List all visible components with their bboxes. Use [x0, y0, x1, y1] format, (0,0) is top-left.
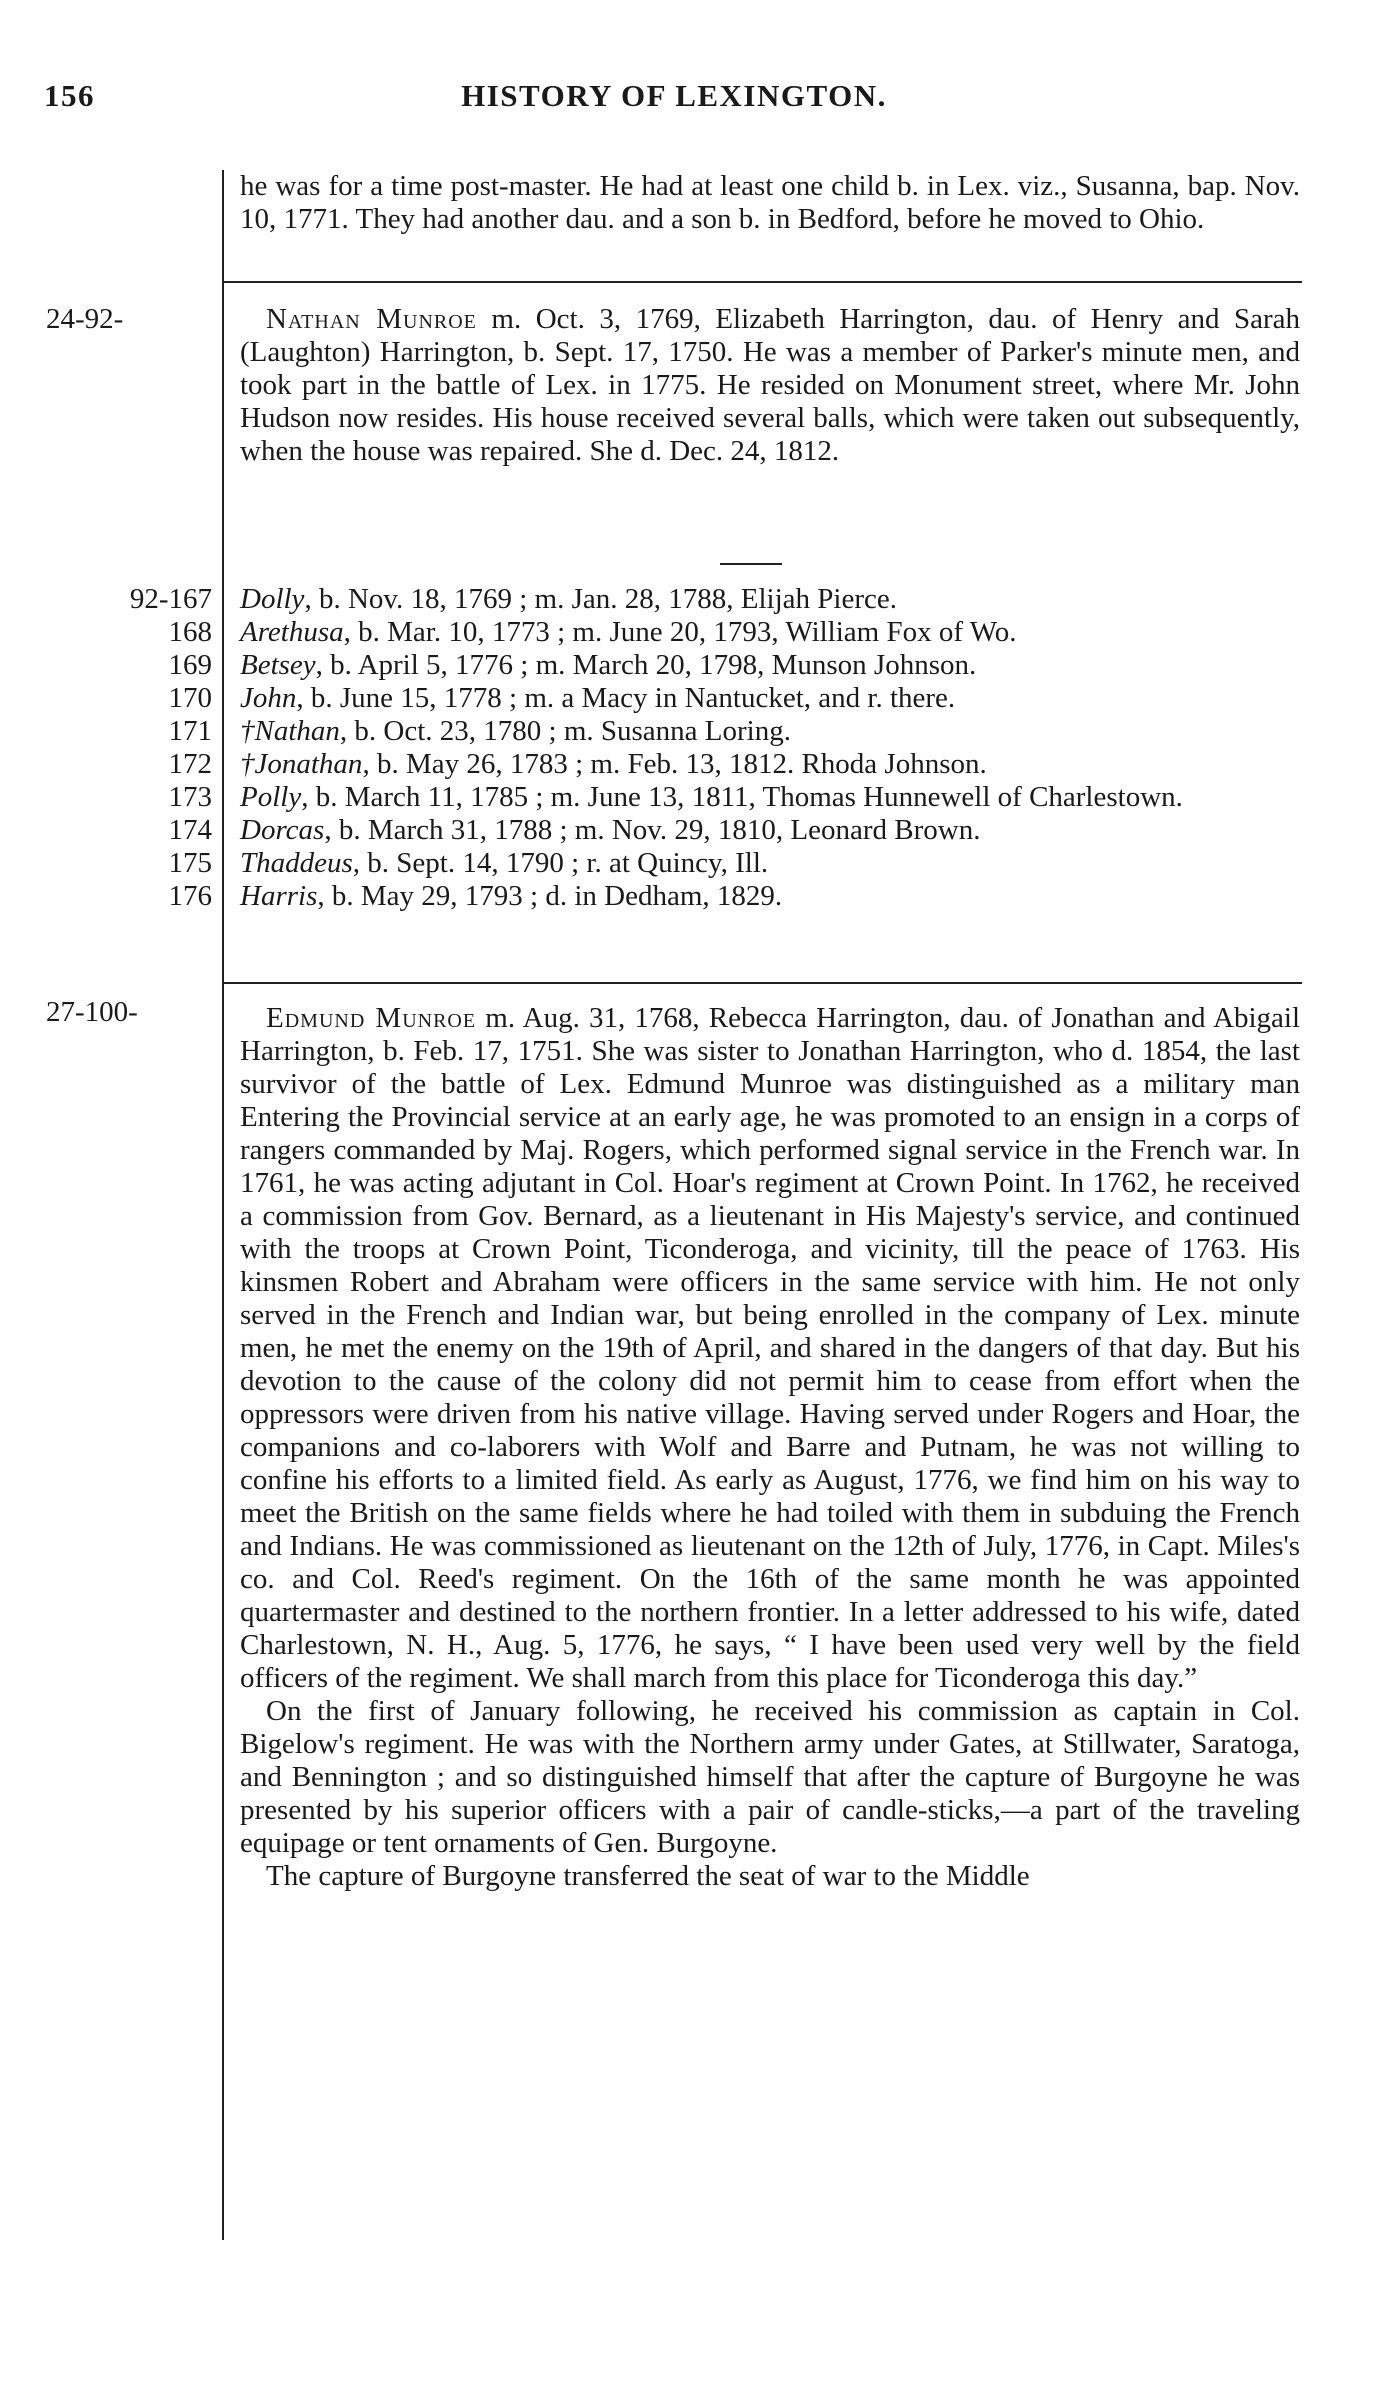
list-item [168, 616, 1304, 649]
child-name: John [240, 682, 297, 714]
entry-reference: 27-100- [46, 996, 138, 1028]
paragraph: On the first of January following, he received his commission as captain in Col. Bigelow's regiment. He was with the Northern army under Gates, at Stillwater, Saratoga, and Bennington ; and so distinguished himself that after the capture of Burgoyne he was presented by his superior officers with a pair of candle-sticks,—a part of the traveling equipage or tent ornaments of Gen. Burgoyne. [240, 1695, 1300, 1859]
entry-name: Edmund Munroe [266, 1002, 477, 1034]
entry-text: m. Aug. 31, 1768, Rebecca Harrington, dau. of Jonathan and Abigail Harrington, b. Feb. 17, 1751. She was sister to Jonathan Harrington, who d. 1854, the last survivor of the battle of Lex. Edmund Munroe was distinguished as a military man Entering the Provincial service at an early age, he was promoted to an ensign in a corps of rangers commanded by Maj. Rogers, which performed signal service in the French war. In 1761, he was acting adjutant in Col. Hoar's regiment at Crown Point. In 1762, he received a commission from Gov. Bernard, as a lieutenant in His Majesty's service, and continued with the troops at Crown Point, Ticonderoga, and vicinity, till the peace of 1763. His kinsmen Robert and Abraham were officers in the same service with him. He not only served in the French and Indian war, but being enrolled in the company of Lex. minute men, he met the enemy on the 19th of April, and shared in the dangers of that day. But his devotion to the cause of the colony did not permit him to cease from effort when the oppressors were driven from his native village. Having served under Rogers and Hoar, the companions and co-laborers with Wolf and Barre and Putnam, he was not willing to confine his efforts to a limited field. As early as August, 1776, we find him on his way to meet the British on the same fields where he had toiled with them in subduing the French and Indians. He was commissioned as lieutenant on the 12th of July, 1776, in Capt. Miles's co. and Col. Reed's regiment. On the 16th of the same month he was appointed quartermaster and destined to the northern frontier. In a letter addressed to his wife, dated Charlestown, N. H., Aug. 5, 1776, he says, “ I have been used very well by the field officers of the regiment. We shall march from this place for Ticonderoga this day.” [240, 1002, 1301, 1694]
paragraph: The capture of Burgoyne transferred the seat of war to the Middle [266, 1860, 1030, 1892]
child-details: , b. April 5, 1776 ; m. March 20, 1798, Munson Johnson. [315, 649, 977, 681]
page-header [44, 78, 1304, 128]
margin-rule [222, 170, 224, 2240]
child-details: , b. June 15, 1778 ; m. a Macy in Nantucket, and r. there. [296, 682, 956, 714]
short-divider [720, 563, 782, 565]
child-number: 173 [168, 781, 212, 813]
children-list [129, 583, 1304, 913]
section-divider [222, 982, 1302, 984]
entry-reference: 24-92- [46, 303, 124, 335]
child-details: , b. May 29, 1793 ; d. in Dedham, 1829. [317, 880, 783, 912]
list-item [168, 715, 1304, 748]
child-name: Arethusa [240, 616, 344, 648]
child-details: , b. May 26, 1783 ; m. Feb. 13, 1812. Rhoda Johnson. [362, 748, 987, 780]
list-item [168, 649, 1304, 682]
entry-name: Nathan Munroe [266, 303, 477, 335]
entry-edmund-munroe [240, 1002, 1300, 1893]
child-number: 170 [168, 682, 212, 714]
child-details: , b. March 11, 1785 ; m. June 13, 1811, Thomas Hunnewell of Charlestown. [301, 781, 1183, 813]
list-item [168, 847, 1304, 880]
child-details: , b. Mar. 10, 1773 ; m. June 20, 1793, William Fox of Wo. [343, 616, 1017, 648]
page-number: 156 [44, 78, 95, 113]
entry-text: m. Oct. 3, 1769, Elizabeth Harrington, dau. of Henry and Sarah (Laughton) Harrington, b. Sept. 17, 1750. He was a member of Parker's minute men, and took part in the battle of Lex. in 1775. He resided on Monument street, where Mr. John Hudson now resides. His house received several balls, which were taken out subsequently, when the house was repaired. She d. Dec. 24, 1812. [240, 303, 1301, 467]
child-number: 171 [168, 715, 212, 747]
entry-nathan-munroe [240, 303, 1300, 468]
child-details: , b. Nov. 18, 1769 ; m. Jan. 28, 1788, Elijah Pierce. [304, 583, 897, 615]
child-number: 174 [168, 814, 212, 846]
list-item [168, 682, 1304, 715]
list-item [168, 781, 1304, 814]
child-name: Dorcas [240, 814, 325, 846]
child-name: †Jonathan [240, 748, 363, 780]
child-details: , b. Oct. 23, 1780 ; m. Susanna Loring. [339, 715, 791, 747]
child-number: 169 [168, 649, 212, 681]
child-number: 176 [168, 880, 212, 912]
child-number: 92-167 [129, 583, 212, 615]
section-divider [222, 281, 1302, 283]
child-name: †Nathan [240, 715, 340, 747]
child-name: Harris [240, 880, 318, 912]
child-details: , b. March 31, 1788 ; m. Nov. 29, 1810, Leonard Brown. [324, 814, 981, 846]
child-name: Thaddeus [240, 847, 353, 879]
list-item [168, 814, 1304, 847]
continuation-paragraph [240, 170, 1300, 236]
child-details: , b. Sept. 14, 1790 ; r. at Quincy, Ill. [352, 847, 769, 879]
list-item [129, 583, 1304, 616]
child-name: Polly [240, 781, 302, 813]
child-name: Betsey [240, 649, 316, 681]
child-number: 175 [168, 847, 212, 879]
continuation-text: he was for a time post-master. He had at least one child b. in Lex. viz., Susanna, bap. Nov. 10, 1771. They had another dau. and a son b. in Bedford, before he moved to Ohio. [240, 170, 1300, 235]
list-item [168, 880, 1304, 913]
child-number: 168 [168, 616, 212, 648]
child-name: Dolly [240, 583, 305, 615]
child-number: 172 [168, 748, 212, 780]
list-item [168, 748, 1304, 781]
running-title: HISTORY OF LEXINGTON. [461, 78, 887, 113]
